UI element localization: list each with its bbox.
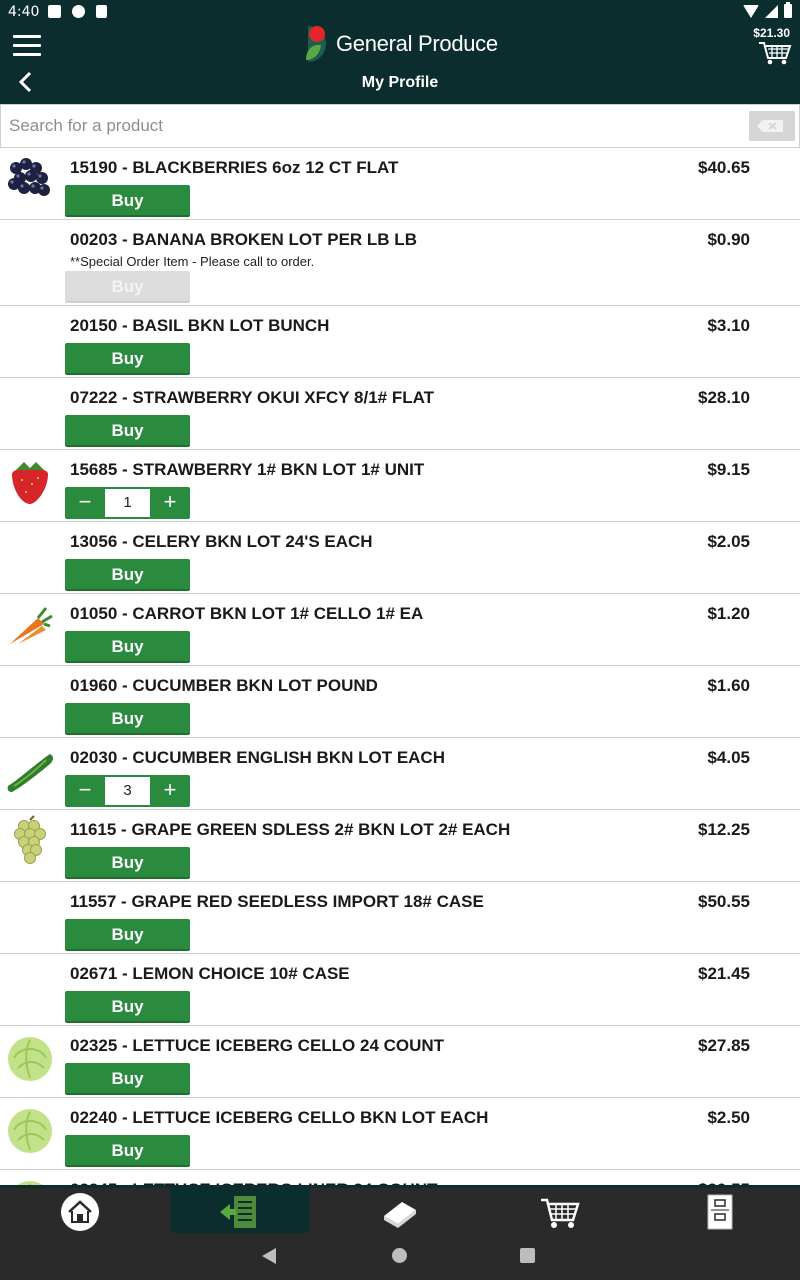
product-row xyxy=(0,306,800,378)
decrease-quantity-button[interactable]: − xyxy=(78,777,92,802)
buy-button[interactable]: Buy xyxy=(65,1063,190,1095)
buy-button[interactable]: Buy xyxy=(65,919,190,951)
notification-sd-icon xyxy=(96,5,107,18)
lettuce-icon xyxy=(4,1032,56,1084)
product-price: $21.45 xyxy=(698,964,750,983)
quantity-stepper xyxy=(65,775,190,807)
quantity-stepper xyxy=(65,487,190,519)
menu-icon[interactable] xyxy=(13,35,41,57)
cell-signal-icon xyxy=(765,5,778,18)
notification-p-icon xyxy=(72,5,85,18)
product-price: $27.85 xyxy=(698,1036,750,1055)
product-price: $1.60 xyxy=(707,676,750,695)
product-name: 11557 - GRAPE RED SEEDLESS IMPORT 18# CASE xyxy=(70,892,484,911)
buy-button[interactable]: Buy xyxy=(65,703,190,735)
bottom-tab-bar xyxy=(0,1185,800,1233)
product-price: $28.10 xyxy=(698,388,750,407)
brand-logo xyxy=(288,24,498,64)
home-icon xyxy=(60,1192,100,1232)
product-row xyxy=(0,594,800,666)
buy-button[interactable]: Buy xyxy=(65,631,190,663)
product-name: 11615 - GRAPE GREEN SDLESS 2# BKN LOT 2# EACH xyxy=(70,820,511,839)
special-order-note: **Special Order Item - Please call to order. xyxy=(70,254,315,269)
grapes-icon xyxy=(4,816,56,868)
product-price: $2.50 xyxy=(707,1108,750,1127)
buy-button[interactable]: Buy xyxy=(65,559,190,591)
product-row xyxy=(0,1098,800,1170)
buy-button[interactable]: Buy xyxy=(65,847,190,879)
product-name: 13056 - CELERY BKN LOT 24'S EACH xyxy=(70,532,373,551)
tab-cart[interactable] xyxy=(490,1188,630,1233)
buy-button[interactable]: Buy xyxy=(65,343,190,375)
product-price: $50.55 xyxy=(698,892,750,911)
order-guide-icon xyxy=(218,1192,262,1234)
product-name: 15685 - STRAWBERRY 1# BKN LOT 1# UNIT xyxy=(70,460,425,479)
product-row xyxy=(0,1026,800,1098)
product-row xyxy=(0,522,800,594)
increase-quantity-button[interactable]: + xyxy=(163,489,177,514)
tab-account[interactable] xyxy=(650,1188,790,1233)
clear-search-button[interactable] xyxy=(749,111,795,141)
product-name: 02030 - CUCUMBER ENGLISH BKN LOT EACH xyxy=(70,748,445,767)
buy-button[interactable]: Buy xyxy=(65,185,190,217)
product-name: 01960 - CUCUMBER BKN LOT POUND xyxy=(70,676,378,695)
cart-icon[interactable] xyxy=(758,40,792,66)
search-bar xyxy=(0,104,800,148)
product-row xyxy=(0,810,800,882)
decrease-quantity-button[interactable]: − xyxy=(78,489,92,514)
cart-total: $21.30 xyxy=(753,26,790,40)
battery-icon xyxy=(784,4,792,18)
product-list xyxy=(0,148,800,1185)
product-price: $4.05 xyxy=(707,748,750,767)
catalog-book-icon xyxy=(380,1192,420,1232)
status-time: 4:40 xyxy=(8,4,40,20)
product-row xyxy=(0,954,800,1026)
buy-button[interactable]: Buy xyxy=(65,991,190,1023)
product-price: $40.65 xyxy=(698,158,750,177)
product-name: 02325 - LETTUCE ICEBERG CELLO 24 COUNT xyxy=(70,1036,445,1055)
system-recents-icon[interactable] xyxy=(520,1248,535,1263)
cart-icon xyxy=(539,1192,581,1232)
product-name: 20150 - BASIL BKN LOT BUNCH xyxy=(70,316,330,335)
product-row xyxy=(0,450,800,522)
strawberry-icon xyxy=(4,456,56,508)
search-input[interactable] xyxy=(9,111,739,141)
product-name: 02671 - LEMON CHOICE 10# CASE xyxy=(70,964,350,983)
cucumber-icon xyxy=(4,744,56,796)
product-price: $2.05 xyxy=(707,532,750,551)
brand-name: General Produce xyxy=(336,31,498,56)
account-card-icon xyxy=(705,1192,735,1232)
brand-logo-icon xyxy=(288,24,328,64)
page-title: My Profile xyxy=(361,74,439,91)
product-name: 15190 - BLACKBERRIES 6oz 12 CT FLAT xyxy=(70,158,399,177)
tab-home[interactable] xyxy=(10,1188,150,1233)
system-back-icon[interactable] xyxy=(262,1248,276,1264)
quantity-field[interactable]: 3 xyxy=(105,777,150,805)
tab-catalog[interactable] xyxy=(330,1188,470,1233)
product-row xyxy=(0,666,800,738)
lettuce-icon xyxy=(4,1104,56,1156)
app-header xyxy=(0,24,800,104)
carrot-icon xyxy=(4,600,56,652)
product-name: 07222 - STRAWBERRY OKUI XFCY 8/1# FLAT xyxy=(70,388,435,407)
product-row xyxy=(0,738,800,810)
backspace-icon xyxy=(749,111,795,141)
product-row xyxy=(0,882,800,954)
system-home-icon[interactable] xyxy=(392,1248,407,1263)
tab-order-guide[interactable] xyxy=(170,1188,310,1233)
buy-button-disabled: Buy xyxy=(65,271,190,303)
system-nav-bar xyxy=(0,1233,800,1280)
product-price: $12.25 xyxy=(698,820,750,839)
increase-quantity-button[interactable]: + xyxy=(163,777,177,802)
blackberries-icon xyxy=(4,154,56,206)
notification-a-icon xyxy=(48,5,61,18)
buy-button[interactable]: Buy xyxy=(65,1135,190,1167)
status-bar xyxy=(0,0,800,24)
product-name: 01050 - CARROT BKN LOT 1# CELLO 1# EA xyxy=(70,604,424,623)
product-name: 02240 - LETTUCE ICEBERG CELLO BKN LOT EACH xyxy=(70,1108,489,1127)
wifi-icon xyxy=(743,5,759,18)
product-price: $0.90 xyxy=(707,230,750,249)
product-row xyxy=(0,378,800,450)
product-price: $9.15 xyxy=(707,460,750,479)
product-price: $1.20 xyxy=(707,604,750,623)
quantity-field[interactable]: 1 xyxy=(105,489,150,517)
product-price: $3.10 xyxy=(707,316,750,335)
product-row xyxy=(0,148,800,220)
product-name: 00203 - BANANA BROKEN LOT PER LB LB xyxy=(70,230,417,249)
buy-button[interactable]: Buy xyxy=(65,415,190,447)
product-row xyxy=(0,220,800,306)
